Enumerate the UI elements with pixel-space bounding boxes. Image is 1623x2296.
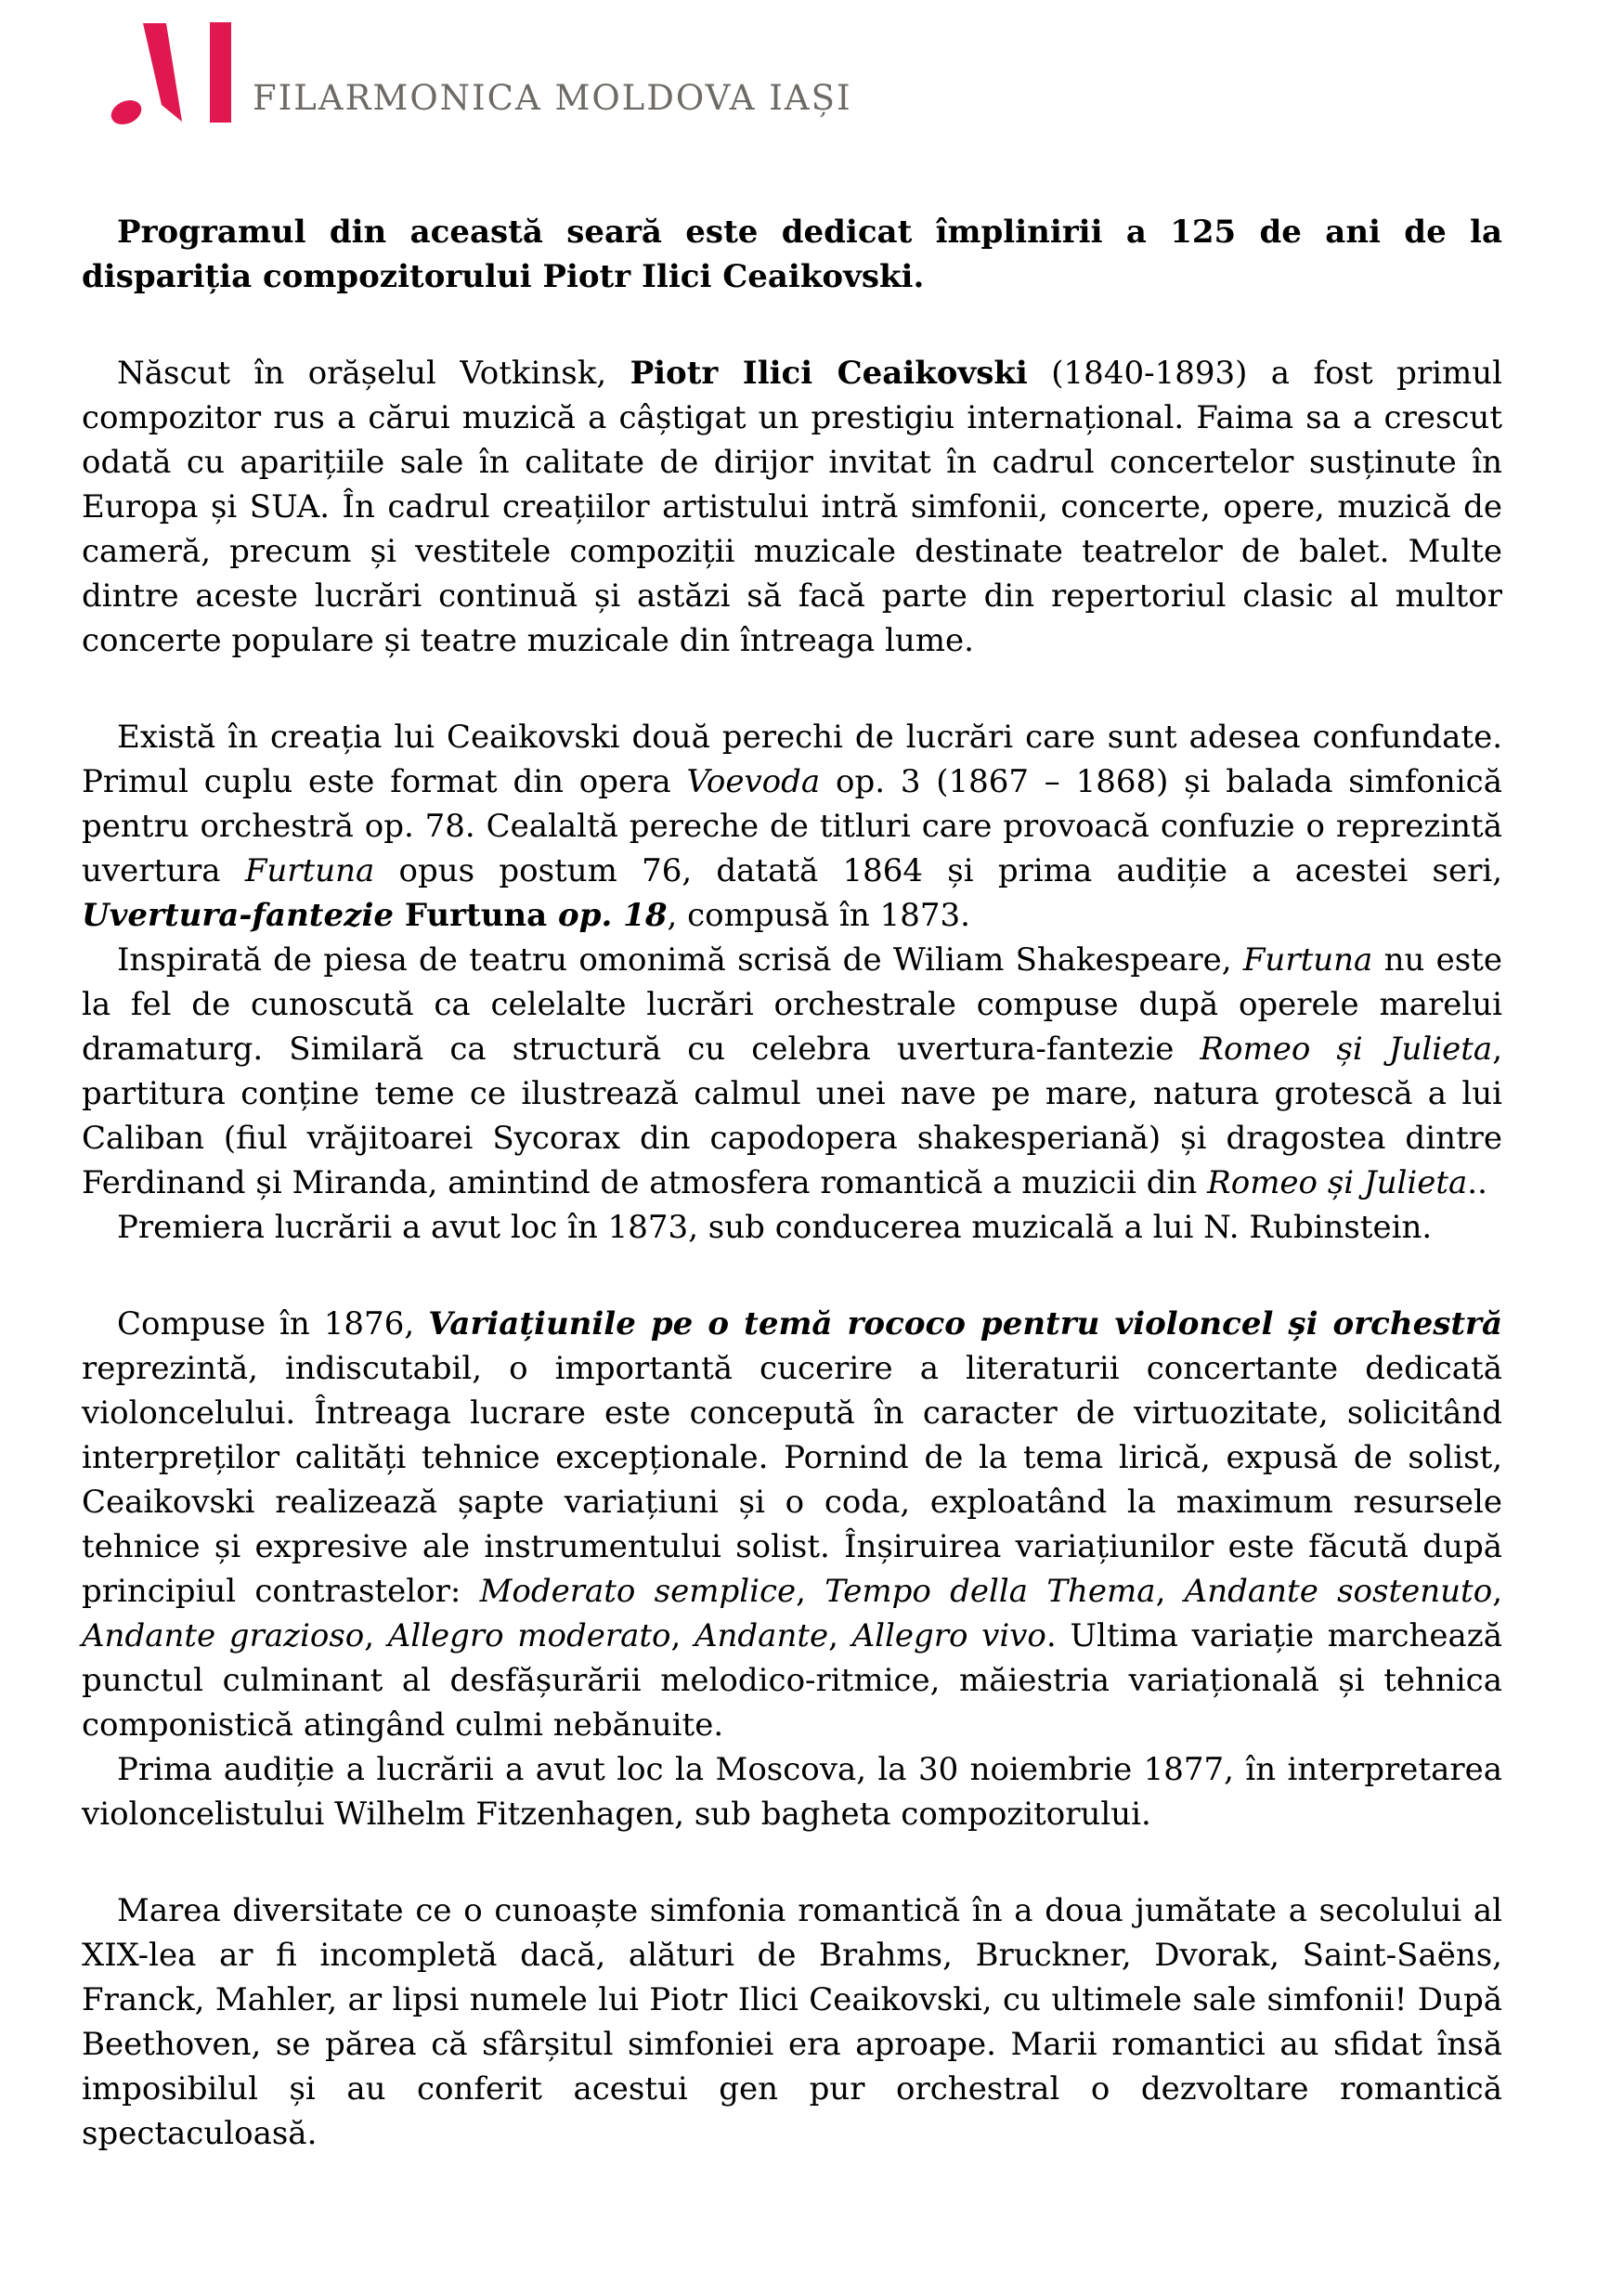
text-run: .. [1467,1164,1487,1201]
text-run: Inspirată de piesa de teatru omonimă scrisă de Wiliam Shakespeare, [117,941,1243,979]
text-run: Furtuna [394,897,559,934]
text-run: Tempo della Thema [824,1573,1156,1610]
paragraph [82,1888,1502,2156]
text-run: , [670,1617,695,1654]
text-run: Există în creația lui Ceaikovski două perechi de lucrări care sunt adesea confundate. Primul cuplu este format din opera [82,719,1502,800]
paragraph [82,1205,1502,1250]
text-run: , [1492,1573,1502,1610]
text-run: op. 18 [558,897,668,934]
letterhead [0,0,1623,167]
paragraph [82,1747,1502,1836]
logo-m-shape [110,22,231,126]
text-run: Furtuna [244,852,375,889]
text-run: Piotr Ilici Ceaikovski [630,355,1028,392]
text-run: Compuse în 1876, [117,1305,429,1343]
text-run: Voevoda [686,763,821,800]
text-run: , partitura conține teme ce ilustrează calmul unei nave pe mare, natura grotescă a lui Caliban (fiul vrăjitoarei Sycorax din capodopera shakesperiană) și dragostea dintre Ferdinand și Miranda, amintind de atmosfera romantică a muzicii din [82,1031,1502,1201]
text-run: Moderato semplice [479,1573,797,1610]
text-run: , [796,1573,825,1610]
text-run: Romeo și Julieta [1200,1031,1493,1068]
paragraph [82,1302,1502,1747]
text-run: nu este la fel de cunoscută ca celelalte lucrări orchestrale compuse după operele marelui dramaturg. Similară ca structură cu celebra uvertura-fantezie [82,941,1503,1068]
text-run: opus postum 76, datată 1864 și prima audiție a acestei seri, [374,852,1503,889]
brand-name: FILARMONICA MOLDOVA IAȘI [253,78,852,118]
text-run: Andante grazioso [82,1617,365,1654]
document-body [82,210,1502,2156]
text-run: reprezintă, indiscutabil, o importantă cucerire a literaturii concertante dedicată violoncelului. Întreaga lucrare este concepută în caracter de virtuozitate, solicitând interpreților calități tehnice excepționale. Pornind de la tema lirică, expusă de solist, Ceaikovski realizează șapte variațiuni și o coda, exploatând la maximum resursele tehnice și expresive ale instrumentului solist. Înșiruirea variațiunilor este făcută după principiul contrastelor: [82,1350,1502,1610]
paragraph [82,210,1502,299]
filarmonica-m-logo-icon [110,22,232,126]
paragraph [82,715,1502,938]
text-run: Allegro vivo [851,1617,1046,1654]
text-run: , compusă în 1873. [667,897,970,934]
text-run: Prima audiție a lucrării a avut loc la Moscova, la 30 noiembrie 1877, în interpretarea violoncelistului Wilhelm Fitzenhagen, sub bagheta compozitorului. [82,1751,1502,1833]
text-run: , [1155,1573,1185,1610]
text-run: Andante [694,1617,829,1654]
text-run: Andante sostenuto [1184,1573,1493,1610]
text-run: , [364,1617,388,1654]
text-run: Marea diversitate ce o cunoaște simfonia romantică în a doua jumătate a secolului al XIX-lea ar fi incompletă dacă, alături de Brahms, Bruckner, Dvorak, Saint-Saëns, Franck, Mahler, ar lipsi numele lui Piotr Ilici Ceaikovski, cu ultimele sale simfonii! După Beethoven, se părea că sfârșitul simfoniei era aproape. Marii romantici au sfidat însă imposibilul și au conferit acestui gen pur orchestral o dezvoltare romantică spectaculoasă. [82,1892,1502,2152]
text-run: op. 3 (1867 – 1868) și balada simfonică pentru orchestră op. 78. Cealaltă pereche de titluri care provoacă confuzie o reprezintă uvertura [82,763,1502,889]
paragraph [82,938,1502,1205]
paragraph [82,351,1502,663]
text-run: Programul din această seară este dedicat împlinirii a 125 de ani de la dispariția compozitorului Piotr Ilici Ceaikovski. [82,214,1502,295]
text-run: , [828,1617,852,1654]
text-run: (1840-1893) a fost primul compozitor rus a cărui muzică a câștigat un prestigiu internațional. Faima sa a crescut odată cu aparițiile sale în calitate de dirijor invitat în cadrul concertelor susținute în Europa și SUA. În cadrul creațiilor artistului intră simfonii, concerte, opere, muzică de cameră, precum și vestitele compoziții muzicale destinate teatrelor de balet. Multe dintre aceste lucrări continuă și astăzi să facă parte din repertoriul clasic al multor concerte populare și teatre muzicale din întreaga lume. [82,355,1502,659]
text-run: Allegro moderato [387,1617,671,1654]
text-run: Născut în orășelul Votkinsk, [117,355,630,392]
text-run: Romeo și Julieta [1207,1164,1468,1201]
text-run: Furtuna [1242,941,1373,979]
text-run: Uvertura-fantezie [82,897,394,934]
text-run: . Ultima variație marchează punctul culminant al desfășurării melodico-ritmice, măiestria variațională și tehnica componistică atingând culmi nebănuite. [82,1617,1502,1744]
text-run: Premiera lucrării a avut loc în 1873, sub conducerea muzicală a lui N. Rubinstein. [117,1209,1433,1246]
text-run: Variațiunile pe o temă rococo pentru violoncel și orchestră [428,1305,1502,1343]
